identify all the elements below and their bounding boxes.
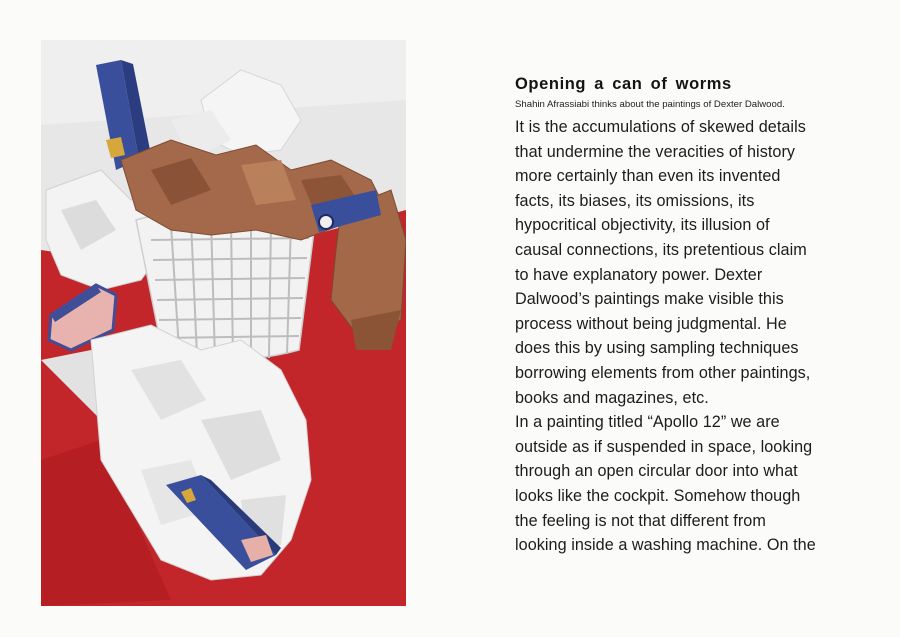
- article: [515, 73, 855, 558]
- body-line: that undermine the veracities of history: [515, 142, 796, 161]
- body-line: through an open circular door into what: [515, 462, 798, 481]
- body-line: looks like the cockpit. Somehow though: [515, 486, 801, 505]
- body-line: books and magazines, etc.: [515, 388, 709, 407]
- body-line: more certainly than even its invented: [515, 167, 781, 186]
- article-body: [515, 115, 855, 558]
- body-line: Dalwood’s paintings make visible this: [515, 290, 784, 309]
- body-line: to have explanatory power. Dexter: [515, 265, 763, 284]
- body-line: process without being judgmental. He: [515, 314, 787, 333]
- article-headline: Opening a can of worms: [515, 75, 732, 93]
- body-line: looking inside a washing machine. On the: [515, 536, 816, 555]
- crumpled-paper-wastebasket-image: [41, 40, 406, 606]
- body-line: hypocritical objectivity, its illusion of: [515, 216, 770, 235]
- article-byline: Shahin Afrassiabi thinks about the paintings of Dexter Dalwood.: [515, 99, 785, 110]
- body-line: causal connections, its pretentious claim: [515, 240, 807, 259]
- body-line: the feeling is not that different from: [515, 511, 766, 530]
- body-line: does this by using sampling techniques: [515, 339, 799, 358]
- body-line: outside as if suspended in space, looking: [515, 437, 813, 456]
- artwork-photo: [41, 40, 406, 606]
- body-line: It is the accumulations of skewed details: [515, 118, 806, 136]
- body-line: borrowing elements from other paintings,: [515, 363, 811, 382]
- body-line: In a painting titled “Apollo 12” we are: [515, 413, 780, 432]
- body-line: facts, its biases, its omissions, its: [515, 191, 755, 210]
